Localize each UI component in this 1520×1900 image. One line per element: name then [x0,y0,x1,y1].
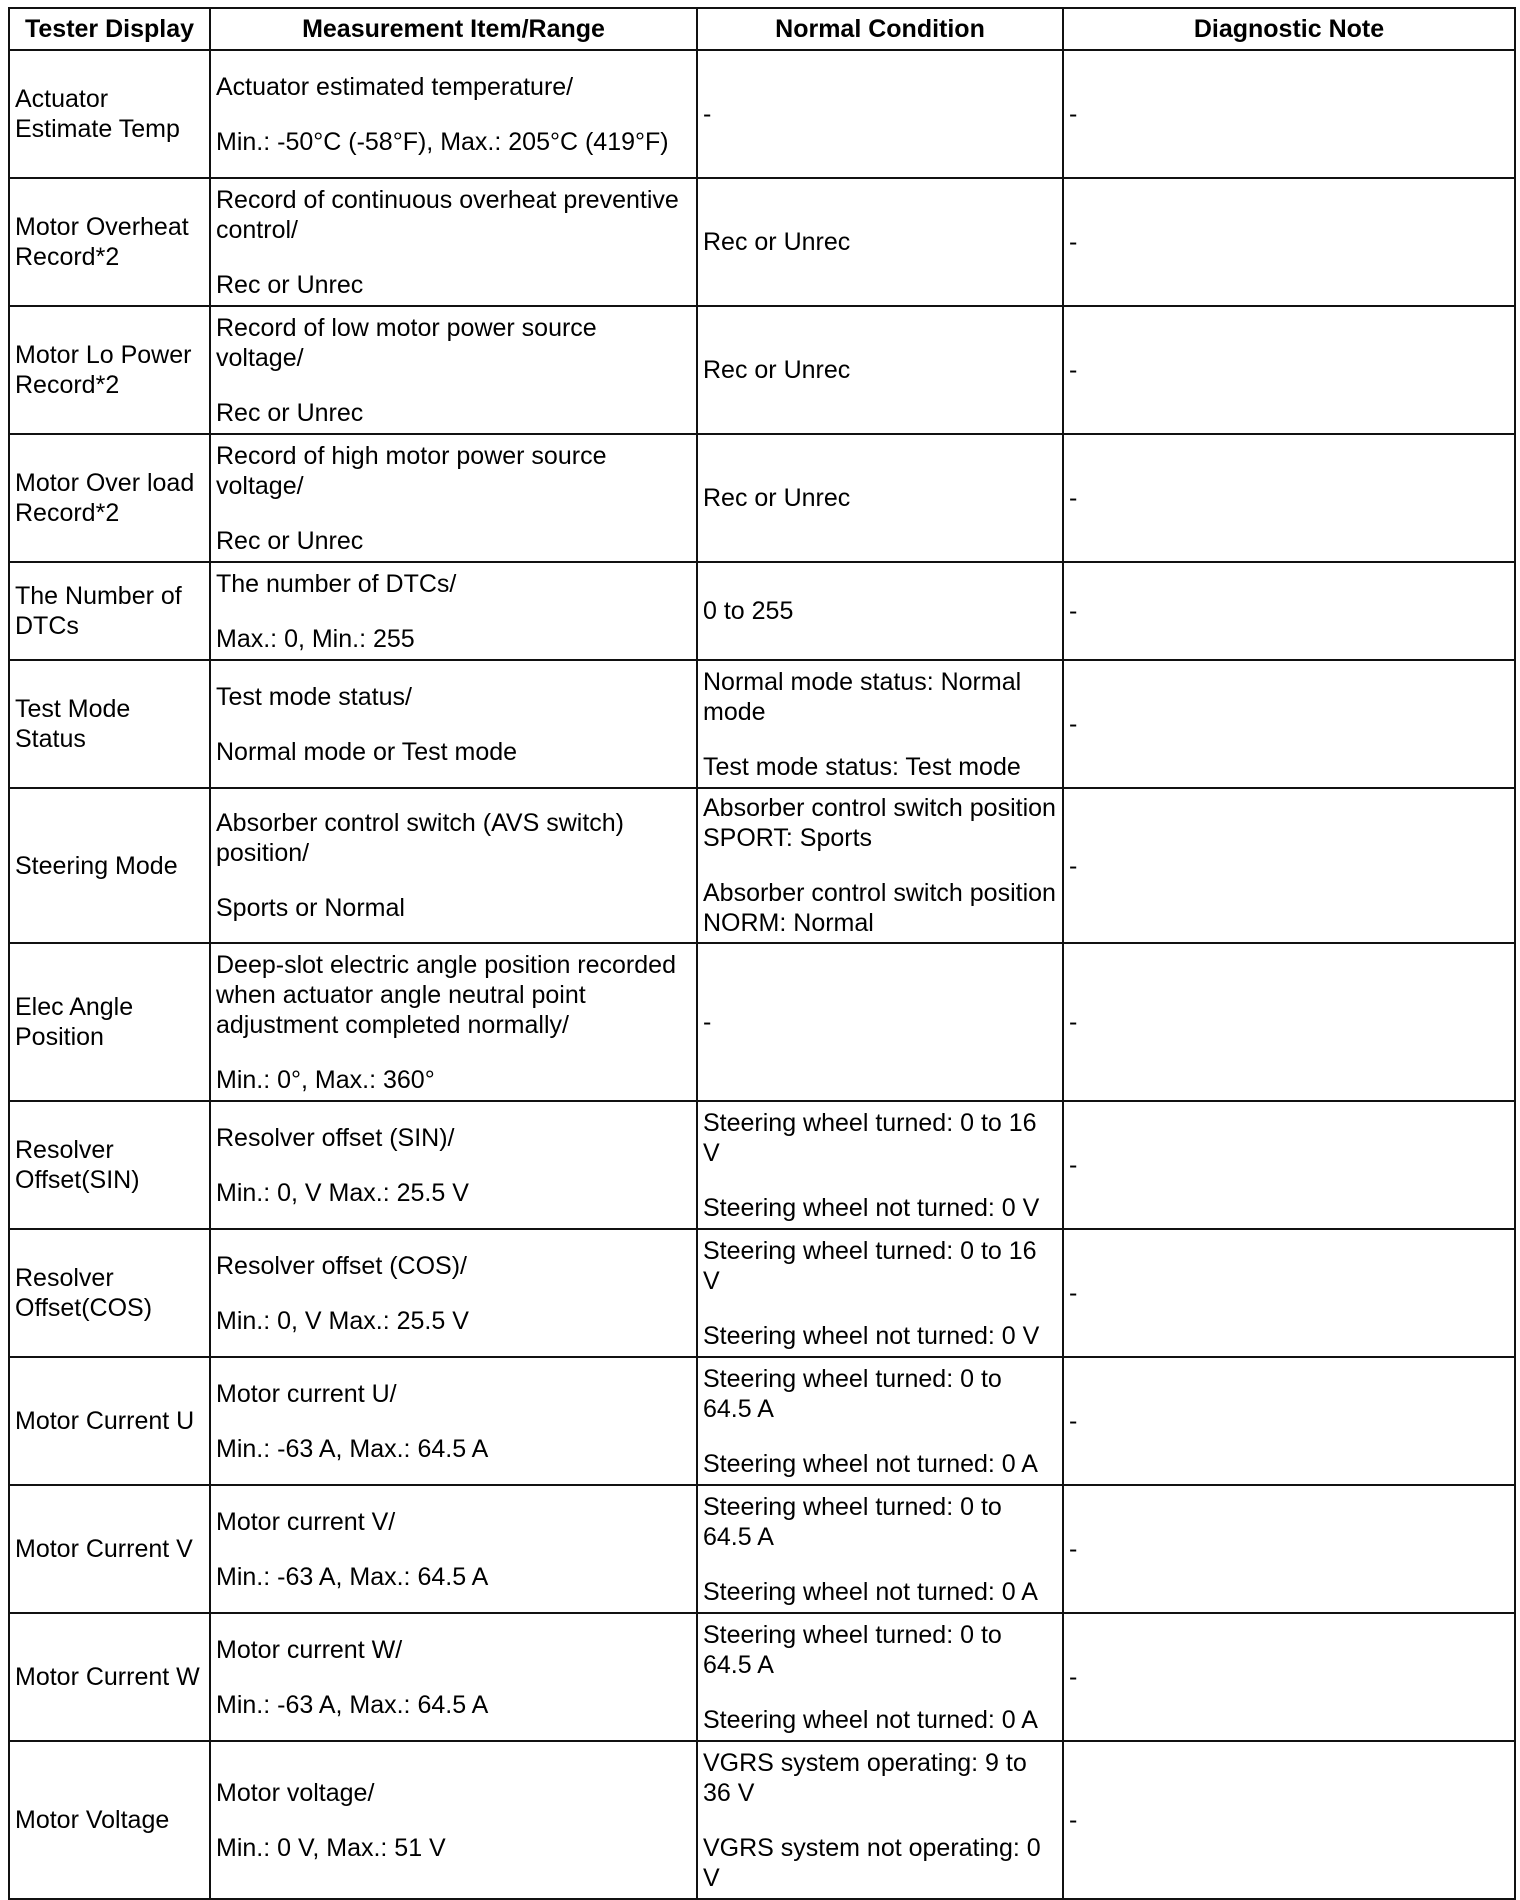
cell-measurement-item [210,788,697,943]
cell-diagnostic-note: - [1063,788,1515,943]
table-row [9,788,1515,943]
normal-condition-text: - [703,1008,712,1036]
normal-condition-text: Steering wheel turned: 0 to 16 V [703,1236,1037,1295]
normal-condition-text-secondary: Test mode status: Test mode [703,752,1021,781]
cell-normal-condition [697,943,1063,1101]
cell-measurement-item [210,1229,697,1357]
measurement-range-text: Max.: 0, Min.: 255 [216,624,415,653]
table-row [9,1229,1515,1357]
cell-tester-display: Motor Current V [9,1485,210,1613]
measurement-item-text: Absorber control switch (AVS switch) position/ [216,809,624,867]
measurement-item-text: The number of DTCs/ [216,569,457,598]
cell-tester-display: Motor Voltage [9,1741,210,1899]
normal-condition-text: Normal mode status: Normal mode [703,667,1022,726]
cell-measurement-item [210,562,697,660]
normal-condition-text-secondary: Steering wheel not turned: 0 A [703,1577,1038,1606]
measurement-range-text: Min.: 0 V, Max.: 51 V [216,1833,446,1862]
measurement-range-text: Min.: -50°C (-58°F), Max.: 205°C (419°F) [216,127,669,156]
cell-tester-display: Elec Angle Position [9,943,210,1101]
measurement-item-text: Test mode status/ [216,682,412,711]
cell-normal-condition [697,1101,1063,1229]
cell-diagnostic-note: - [1063,1741,1515,1899]
normal-condition-text: Steering wheel turned: 0 to 16 V [703,1108,1037,1167]
cell-diagnostic-note: - [1063,660,1515,788]
cell-diagnostic-note: - [1063,562,1515,660]
measurement-range-text: Sports or Normal [216,894,405,922]
normal-condition-text: Steering wheel turned: 0 to 64.5 A [703,1492,1002,1551]
measurement-range-text: Normal mode or Test mode [216,737,518,766]
cell-tester-display: Test Mode Status [9,660,210,788]
table-row [9,434,1515,562]
measurement-range-text: Rec or Unrec [216,270,364,299]
cell-measurement-item [210,306,697,434]
cell-normal-condition [697,50,1063,178]
table-row [9,1357,1515,1485]
table-row [9,1101,1515,1229]
cell-normal-condition [697,178,1063,306]
measurement-range-text: Min.: -63 A, Max.: 64.5 A [216,1562,489,1591]
data-list-table-container [8,7,1514,1900]
table-row [9,306,1515,434]
normal-condition-text-secondary: Steering wheel not turned: 0 A [703,1449,1038,1478]
cell-diagnostic-note: - [1063,306,1515,434]
table-body [9,50,1515,1899]
cell-tester-display: Resolver Offset(COS) [9,1229,210,1357]
measurement-item-text: Motor current W/ [216,1635,403,1664]
cell-diagnostic-note: - [1063,1101,1515,1229]
cell-measurement-item [210,1485,697,1613]
cell-normal-condition [697,1357,1063,1485]
table-row [9,1485,1515,1613]
cell-measurement-item [210,1101,697,1229]
measurement-item-text: Actuator estimated temperature/ [216,72,574,101]
table-row [9,50,1515,178]
table-row [9,660,1515,788]
table-row [9,562,1515,660]
normal-condition-text-secondary: Steering wheel not turned: 0 V [703,1321,1040,1350]
cell-normal-condition [697,660,1063,788]
cell-measurement-item [210,1741,697,1899]
cell-normal-condition [697,562,1063,660]
cell-normal-condition [697,788,1063,943]
measurement-item-text: Motor voltage/ [216,1778,375,1807]
cell-measurement-item [210,660,697,788]
table-row [9,1741,1515,1899]
cell-diagnostic-note: - [1063,1613,1515,1741]
measurement-range-text: Min.: -63 A, Max.: 64.5 A [216,1434,489,1463]
normal-condition-text: Rec or Unrec [703,484,851,512]
normal-condition-text: 0 to 255 [703,597,794,625]
cell-measurement-item [210,943,697,1101]
measurement-item-text: Record of high motor power source voltage/ [216,441,607,500]
normal-condition-text: Absorber control switch position SPORT: Sports [703,794,1056,852]
measurement-item-text: Resolver offset (COS)/ [216,1251,468,1280]
measurement-range-text: Rec or Unrec [216,526,364,555]
cell-measurement-item [210,1613,697,1741]
measurement-range-text: Min.: -63 A, Max.: 64.5 A [216,1690,489,1719]
header-normal-condition: Normal Condition [697,8,1063,50]
table-row [9,1613,1515,1741]
cell-normal-condition [697,1613,1063,1741]
cell-diagnostic-note: - [1063,1485,1515,1613]
normal-condition-text: - [703,100,712,128]
cell-normal-condition [697,1741,1063,1899]
cell-normal-condition [697,434,1063,562]
header-diagnostic-note: Diagnostic Note [1063,8,1515,50]
measurement-item-text: Resolver offset (SIN)/ [216,1123,455,1152]
normal-condition-text: Rec or Unrec [703,228,851,256]
cell-tester-display: Motor Overheat Record*2 [9,178,210,306]
cell-measurement-item [210,434,697,562]
normal-condition-text-secondary: Steering wheel not turned: 0 V [703,1193,1040,1222]
cell-diagnostic-note: - [1063,1229,1515,1357]
cell-tester-display: Motor Current U [9,1357,210,1485]
cell-tester-display: Motor Lo Power Record*2 [9,306,210,434]
normal-condition-text: Steering wheel turned: 0 to 64.5 A [703,1364,1002,1423]
measurement-item-text: Record of continuous overheat preventive control/ [216,185,679,244]
cell-normal-condition [697,1485,1063,1613]
table-row [9,178,1515,306]
table-row [9,943,1515,1101]
normal-condition-text: Steering wheel turned: 0 to 64.5 A [703,1620,1002,1679]
cell-tester-display: Motor Over load Record*2 [9,434,210,562]
measurement-range-text: Min.: 0, V Max.: 25.5 V [216,1306,469,1335]
cell-normal-condition [697,1229,1063,1357]
normal-condition-text: VGRS system operating: 9 to 36 V [703,1748,1027,1807]
cell-tester-display: The Number of DTCs [9,562,210,660]
cell-measurement-item [210,50,697,178]
measurement-range-text: Rec or Unrec [216,398,364,427]
cell-diagnostic-note: - [1063,434,1515,562]
normal-condition-text-secondary: Steering wheel not turned: 0 A [703,1705,1038,1734]
header-measurement-item: Measurement Item/Range [210,8,697,50]
cell-measurement-item [210,1357,697,1485]
measurement-item-text: Motor current U/ [216,1379,397,1408]
header-tester-display: Tester Display [9,8,210,50]
cell-tester-display: Resolver Offset(SIN) [9,1101,210,1229]
measurement-item-text: Record of low motor power source voltage/ [216,313,597,372]
normal-condition-text-secondary: Absorber control switch position NORM: Normal [703,879,1056,937]
data-list-table [8,7,1516,1900]
cell-diagnostic-note: - [1063,943,1515,1101]
table-header-row [9,8,1515,50]
measurement-range-text: Min.: 0, V Max.: 25.5 V [216,1178,469,1207]
measurement-item-text: Deep-slot electric angle position recorded when actuator angle neutral point adjustment completed normally/ [216,950,676,1039]
cell-diagnostic-note: - [1063,178,1515,306]
cell-normal-condition [697,306,1063,434]
normal-condition-text: Rec or Unrec [703,356,851,384]
measurement-item-text: Motor current V/ [216,1507,396,1536]
normal-condition-text-secondary: VGRS system not operating: 0 V [703,1833,1041,1892]
cell-measurement-item [210,178,697,306]
cell-tester-display: Actuator Estimate Temp [9,50,210,178]
cell-diagnostic-note: - [1063,1357,1515,1485]
cell-tester-display: Motor Current W [9,1613,210,1741]
cell-tester-display: Steering Mode [9,788,210,943]
measurement-range-text: Min.: 0°, Max.: 360° [216,1065,435,1094]
cell-diagnostic-note: - [1063,50,1515,178]
